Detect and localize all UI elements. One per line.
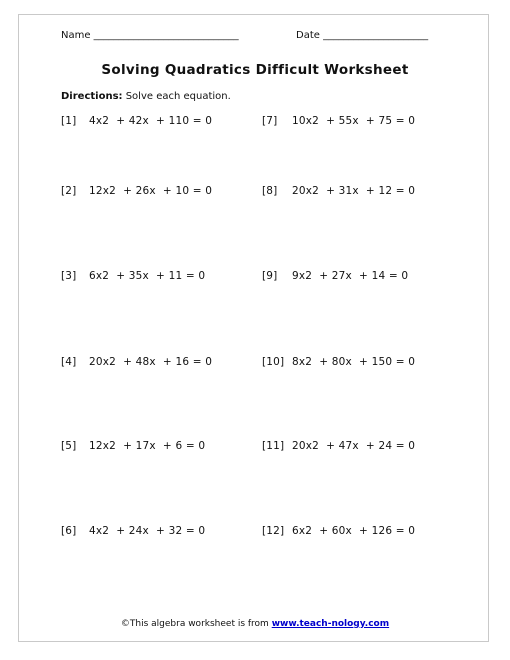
worksheet-title: Solving Quadratics Difficult Worksheet xyxy=(101,62,409,78)
problem-equation: 4x2 + 24x + 32 = 0 xyxy=(89,525,206,537)
problem-equation: 10x2 + 55x + 75 = 0 xyxy=(292,115,416,127)
problem-number: [4] xyxy=(61,356,77,368)
problem-equation: 12x2 + 17x + 6 = 0 xyxy=(89,440,206,452)
problem-number: [1] xyxy=(61,115,77,127)
problem-number: [3] xyxy=(61,270,77,282)
problem-number: [9] xyxy=(262,270,278,282)
problem-number: [5] xyxy=(61,440,77,452)
page-border xyxy=(18,14,489,642)
name-line: Name _____________________________ xyxy=(61,30,239,41)
problem-number: [2] xyxy=(61,185,77,197)
problem-number: [11] xyxy=(262,440,285,452)
footer xyxy=(0,619,510,629)
problem-2 xyxy=(61,185,212,197)
date-line: Date _____________________ xyxy=(296,30,429,41)
problem-number: [10] xyxy=(262,356,285,368)
directions-label: Directions: xyxy=(61,91,123,102)
problem-4 xyxy=(61,356,212,368)
problem-9 xyxy=(262,270,408,282)
problem-8 xyxy=(262,185,415,197)
directions xyxy=(61,91,231,102)
problem-equation: 20x2 + 47x + 24 = 0 xyxy=(292,440,416,452)
problem-equation: 12x2 + 26x + 10 = 0 xyxy=(89,185,213,197)
problem-1 xyxy=(61,115,212,127)
problem-10 xyxy=(262,356,415,368)
footer-text: ©This algebra worksheet is from xyxy=(120,619,272,629)
problem-equation: 6x2 + 35x + 11 = 0 xyxy=(89,270,206,282)
problem-equation: 4x2 + 42x + 110 = 0 xyxy=(89,115,213,127)
problem-equation: 9x2 + 27x + 14 = 0 xyxy=(292,270,409,282)
footer-link[interactable]: www.teach-nology.com xyxy=(271,619,390,629)
problem-6 xyxy=(61,525,205,537)
problem-5 xyxy=(61,440,205,452)
problem-number: [8] xyxy=(262,185,278,197)
problem-11 xyxy=(262,440,415,452)
problem-7 xyxy=(262,115,415,127)
problem-equation: 8x2 + 80x + 150 = 0 xyxy=(292,356,416,368)
problem-number: [12] xyxy=(262,525,285,537)
problem-equation: 6x2 + 60x + 126 = 0 xyxy=(292,525,416,537)
directions-text: Solve each equation. xyxy=(122,91,231,102)
problem-number: [7] xyxy=(262,115,278,127)
problem-3 xyxy=(61,270,205,282)
problem-12 xyxy=(262,525,415,537)
problem-number: [6] xyxy=(61,525,77,537)
problem-equation: 20x2 + 48x + 16 = 0 xyxy=(89,356,213,368)
problem-equation: 20x2 + 31x + 12 = 0 xyxy=(292,185,416,197)
